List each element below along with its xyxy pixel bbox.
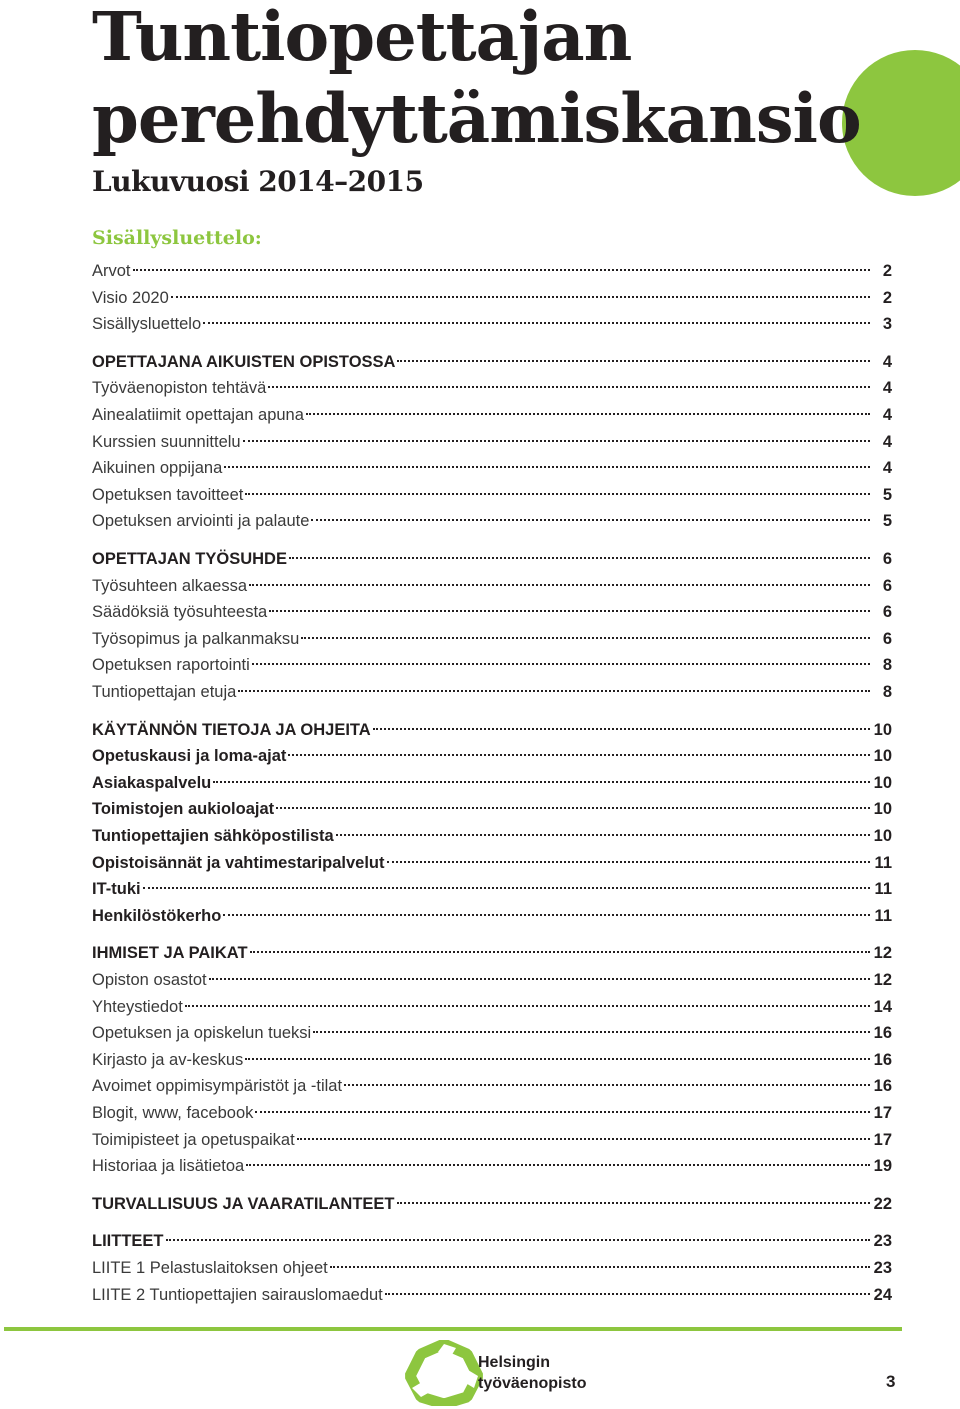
toc-leader-dots bbox=[250, 951, 870, 953]
toc-entry-label: TURVALLISUUS JA VAARATILANTEET bbox=[92, 1194, 395, 1213]
toc-leader-dots bbox=[238, 690, 870, 692]
toc-entry-label: Avoimet oppimisympäristöt ja -tilat bbox=[92, 1077, 343, 1096]
toc-leader-dots bbox=[143, 887, 870, 889]
toc-entry-label: Opetuksen raportointi bbox=[92, 656, 250, 675]
toc-entry bbox=[92, 876, 892, 902]
toc-entry bbox=[92, 1255, 892, 1281]
toc-entry-page: 19 bbox=[873, 1157, 892, 1176]
toc-leader-dots bbox=[246, 1164, 870, 1166]
toc-entry-label: Sisällysluettelo bbox=[92, 315, 202, 334]
toc-entry-page: 16 bbox=[873, 1024, 892, 1043]
toc-entry-label: Kurssien suunnittelu bbox=[92, 432, 241, 451]
toc-entry bbox=[92, 375, 892, 401]
toc-entry-page: 6 bbox=[882, 550, 892, 568]
toc-leader-dots bbox=[268, 386, 870, 388]
toc-entry bbox=[92, 1047, 892, 1073]
toc-leader-dots bbox=[330, 1266, 870, 1268]
toc-entry-label: Aikuinen oppijana bbox=[92, 459, 223, 478]
toc-leader-dots bbox=[397, 360, 870, 362]
toc-entry-page: 11 bbox=[874, 853, 892, 872]
toc-entry-label: Ainealatiimit opettajan apuna bbox=[92, 406, 304, 424]
toc-entry-label: Opiston osastot bbox=[92, 971, 207, 989]
toc-entry bbox=[92, 770, 892, 796]
toc-entry-label: Asiakaspalvelu bbox=[92, 773, 212, 792]
toc-entry-label: OPETTAJANA AIKUISTEN OPISTOSSA bbox=[92, 352, 396, 371]
toc-entry-label: Tuntiopettajien sähköpostilista bbox=[92, 827, 334, 845]
toc-entry-page: 16 bbox=[873, 1050, 892, 1069]
toc-entry bbox=[92, 903, 892, 929]
toc-leader-dots bbox=[387, 861, 870, 863]
toc-leader-dots bbox=[245, 493, 870, 495]
toc-entry-page: 3 bbox=[882, 315, 892, 334]
toc-leader-dots bbox=[185, 1005, 870, 1007]
toc-leader-dots bbox=[289, 557, 870, 559]
toc-leader-dots bbox=[276, 807, 870, 809]
toc-leader-dots bbox=[245, 1058, 870, 1060]
toc-entry bbox=[92, 1100, 892, 1126]
toc-entry-label: Yhteystiedot bbox=[92, 997, 183, 1016]
toc-entry bbox=[92, 1127, 892, 1153]
toc-entry-label: Säädöksiä työsuhteesta bbox=[92, 603, 268, 622]
toc-entry bbox=[92, 626, 892, 652]
toc-entry-page: 6 bbox=[882, 629, 892, 648]
toc-entry-label: Tuntiopettajan etuja bbox=[92, 683, 237, 701]
toc-entry-page: 10 bbox=[873, 773, 892, 792]
toc-entry bbox=[92, 1073, 892, 1099]
toc-entry-label: Arvot bbox=[92, 262, 131, 280]
toc-entry-page: 10 bbox=[873, 800, 892, 819]
toc-leader-dots bbox=[203, 322, 870, 324]
toc-leader-dots bbox=[249, 584, 870, 586]
toc-entry-label: LIITTEET bbox=[92, 1232, 164, 1251]
toc-entry bbox=[92, 1020, 892, 1046]
toc-leader-dots bbox=[209, 978, 870, 980]
toc-entry-page: 2 bbox=[882, 288, 892, 307]
toc-entry bbox=[92, 349, 892, 375]
toc-entry bbox=[92, 546, 892, 572]
toc-entry bbox=[92, 1191, 892, 1217]
toc-leader-dots bbox=[397, 1202, 870, 1204]
toc-entry bbox=[92, 743, 892, 769]
toc-entry-label: Visio 2020 bbox=[92, 288, 169, 307]
toc-leader-dots bbox=[336, 834, 870, 836]
page-title-line-1: Tuntiopettajan bbox=[92, 0, 632, 76]
toc-entry-page: 11 bbox=[874, 906, 892, 925]
toc-entry-label: Historiaa ja lisätietoa bbox=[92, 1157, 245, 1176]
page-title-line-2: perehdyttämiskansio bbox=[92, 79, 861, 158]
toc-leader-dots bbox=[171, 296, 870, 298]
toc-entry bbox=[92, 482, 892, 508]
toc-entry-page: 17 bbox=[873, 1104, 892, 1122]
toc-entry bbox=[92, 258, 892, 284]
toc-leader-dots bbox=[297, 1138, 870, 1140]
toc-entry-page: 8 bbox=[882, 656, 892, 675]
toc-entry-label: Työsopimus ja palkanmaksu bbox=[92, 629, 300, 648]
toc-entry bbox=[92, 1153, 892, 1179]
toc-entry-label: Opistoisännät ja vahtimestaripalvelut bbox=[92, 853, 385, 872]
toc-leader-dots bbox=[344, 1084, 870, 1086]
toc-entry-label: Opetuksen tavoitteet bbox=[92, 485, 244, 504]
toc-entry-label: Opetuksen arviointi ja palaute bbox=[92, 512, 310, 531]
toc-entry-label: IHMISET JA PAIKAT bbox=[92, 944, 248, 963]
toc-entry-label: Henkilöstökerho bbox=[92, 906, 222, 925]
toc-entry-label: KÄYTÄNNÖN TIETOJA JA OHJEITA bbox=[92, 720, 371, 739]
toc-leader-dots bbox=[269, 610, 870, 612]
toc-entry-page: 6 bbox=[882, 603, 892, 622]
toc-entry-label: Toimipisteet ja opetuspaikat bbox=[92, 1130, 295, 1149]
toc-entry-page: 11 bbox=[874, 880, 892, 899]
toc-entry bbox=[92, 508, 892, 534]
toc-entry-page: 23 bbox=[873, 1232, 892, 1251]
toc-entry-page: 4 bbox=[882, 352, 892, 371]
toc-entry-page: 4 bbox=[882, 406, 892, 424]
toc-entry-page: 8 bbox=[882, 683, 892, 701]
toc-entry-page: 22 bbox=[873, 1194, 892, 1213]
toc-entry-label: Opetuskausi ja loma-ajat bbox=[92, 747, 287, 766]
toc-entry-page: 5 bbox=[882, 512, 892, 531]
toc-leader-dots bbox=[288, 754, 870, 756]
toc-leader-dots bbox=[255, 1111, 870, 1113]
toc-entry bbox=[92, 652, 892, 678]
toc-entry-page: 4 bbox=[882, 379, 892, 398]
toc-entry-label: Opetuksen ja opiskelun tueksi bbox=[92, 1024, 312, 1043]
toc-entry-label: Toimistojen aukioloajat bbox=[92, 800, 275, 819]
toc-entry bbox=[92, 311, 892, 337]
toc-heading: Sisällysluettelo: bbox=[92, 227, 262, 249]
toc-leader-dots bbox=[373, 728, 870, 730]
toc-entry bbox=[92, 967, 892, 993]
toc-entry-label: Työväenopiston tehtävä bbox=[92, 379, 267, 398]
toc-entry bbox=[92, 573, 892, 599]
toc-entry bbox=[92, 455, 892, 481]
toc-entry-page: 12 bbox=[873, 971, 892, 989]
toc-leader-dots bbox=[306, 413, 870, 415]
toc-leader-dots bbox=[224, 466, 870, 468]
logo-line-1: Helsingin bbox=[478, 1354, 551, 1371]
toc-entry-page: 2 bbox=[882, 262, 892, 280]
toc-leader-dots bbox=[385, 1293, 870, 1295]
toc-leader-dots bbox=[243, 440, 870, 442]
toc-entry-page: 14 bbox=[873, 997, 892, 1016]
toc-entry bbox=[92, 429, 892, 455]
page-number: 3 bbox=[886, 1372, 896, 1391]
toc-entry-page: 4 bbox=[882, 459, 892, 478]
toc-entry bbox=[92, 402, 892, 428]
toc-entry-label: Työsuhteen alkaessa bbox=[92, 576, 248, 595]
toc-entry bbox=[92, 599, 892, 625]
toc-entry-page: 23 bbox=[873, 1259, 892, 1277]
toc-entry-label: Blogit, www, facebook bbox=[92, 1104, 254, 1122]
toc-entry bbox=[92, 994, 892, 1020]
toc-entry bbox=[92, 1282, 892, 1308]
toc-leader-dots bbox=[213, 781, 870, 783]
toc-entry-page: 5 bbox=[882, 485, 892, 504]
toc-entry-label: Kirjasto ja av-keskus bbox=[92, 1050, 244, 1069]
toc-entry-page: 16 bbox=[873, 1077, 892, 1096]
toc-entry bbox=[92, 285, 892, 311]
toc-entry-label: IT-tuki bbox=[92, 880, 141, 899]
toc-entry bbox=[92, 940, 892, 966]
toc-entry bbox=[92, 717, 892, 743]
toc-leader-dots bbox=[311, 519, 870, 521]
toc-entry bbox=[92, 823, 892, 849]
logo-wordmark bbox=[478, 1352, 586, 1394]
toc-entry bbox=[92, 1228, 892, 1254]
toc-entry-page: 12 bbox=[873, 944, 892, 963]
footer-divider bbox=[4, 1327, 902, 1331]
toc-entry-label: OPETTAJAN TYÖSUHDE bbox=[92, 550, 287, 568]
toc-entry-page: 10 bbox=[873, 747, 892, 766]
logo-line-2: työväenopisto bbox=[478, 1375, 587, 1392]
toc-entry-page: 4 bbox=[882, 432, 892, 451]
toc-leader-dots bbox=[166, 1239, 871, 1241]
toc-entry bbox=[92, 679, 892, 705]
toc-entry-page: 10 bbox=[873, 827, 892, 845]
page-title bbox=[92, 0, 861, 160]
toc-leader-dots bbox=[301, 637, 870, 639]
toc-entry bbox=[92, 850, 892, 876]
toc-leader-dots bbox=[223, 914, 870, 916]
toc-leader-dots bbox=[313, 1031, 870, 1033]
helsinki-logo-icon bbox=[404, 1340, 484, 1406]
toc-entry-page: 10 bbox=[873, 720, 892, 739]
toc-entry-label: LIITE 2 Tuntiopettajien sairauslomaedut bbox=[92, 1285, 383, 1304]
toc-entry-label: LIITE 1 Pelastuslaitoksen ohjeet bbox=[92, 1259, 328, 1277]
toc-entry-page: 17 bbox=[873, 1130, 892, 1149]
toc-leader-dots bbox=[252, 663, 870, 665]
toc-entry bbox=[92, 796, 892, 822]
toc-entry-page: 24 bbox=[873, 1285, 892, 1304]
toc-leader-dots bbox=[133, 269, 870, 271]
page-subtitle: Lukuvuosi 2014–2015 bbox=[92, 165, 424, 198]
toc-entry-page: 6 bbox=[882, 576, 892, 595]
